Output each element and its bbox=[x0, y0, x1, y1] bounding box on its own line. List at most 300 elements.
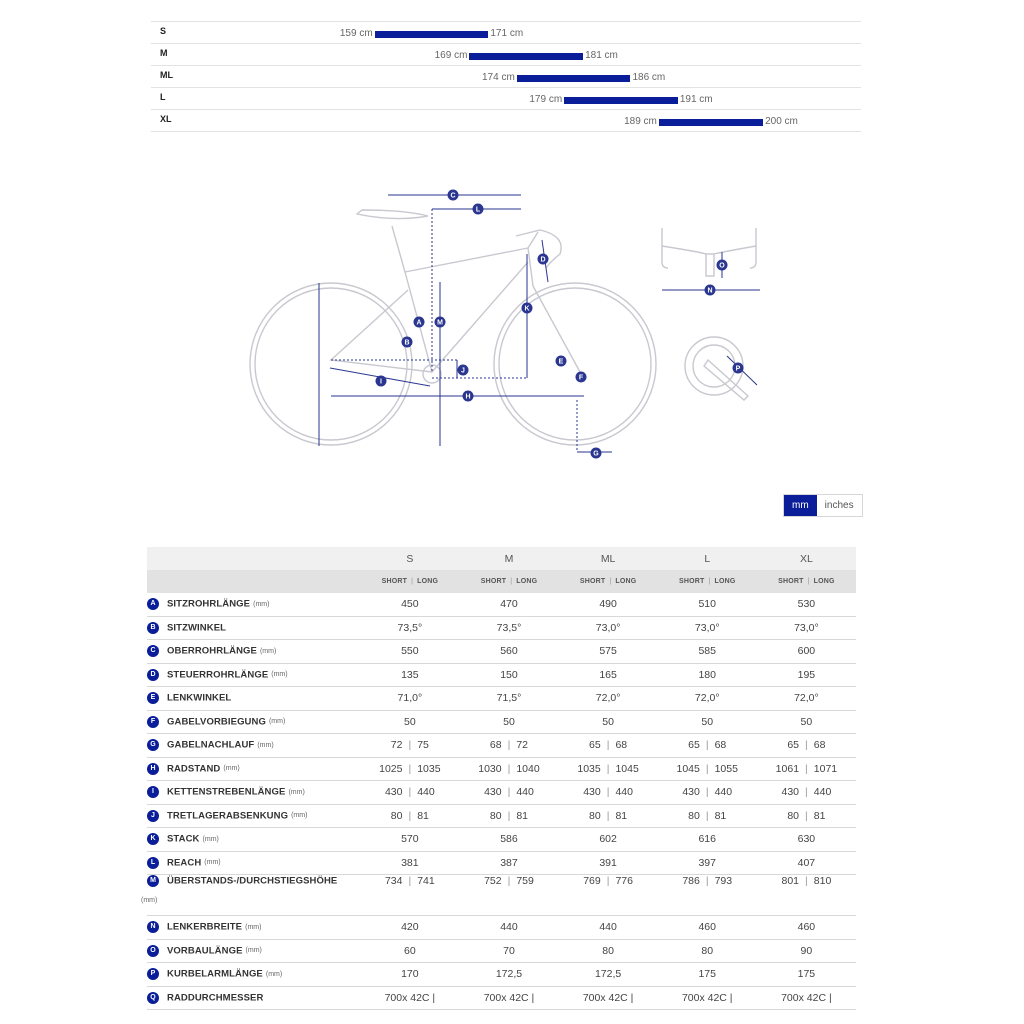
value-cell: 440 bbox=[459, 916, 558, 940]
value-cell: 150 bbox=[459, 663, 558, 687]
diagram-badge-o bbox=[717, 260, 728, 271]
row-letter-badge: J bbox=[147, 810, 159, 822]
svg-text:P: P bbox=[735, 365, 741, 373]
value-cell: 50 bbox=[459, 710, 558, 734]
row-letter-badge: P bbox=[147, 968, 159, 980]
parameter-name: STACK bbox=[167, 833, 200, 845]
value-separator: | bbox=[408, 875, 412, 887]
value-separator: | bbox=[705, 739, 709, 752]
row-letter-badge: Q bbox=[147, 992, 159, 1004]
value-separator: | bbox=[705, 762, 709, 775]
short-value: 80 bbox=[390, 809, 403, 822]
unit-inches-button[interactable]: inches bbox=[817, 495, 862, 516]
size-range-max-label: 200 cm bbox=[765, 116, 798, 127]
size-range-max-label: 186 cm bbox=[632, 72, 666, 83]
short-long-separator: | bbox=[807, 578, 810, 585]
value-separator: | bbox=[408, 762, 412, 775]
diagram-badge-i bbox=[376, 376, 387, 387]
row-letter-badge: F bbox=[147, 716, 159, 728]
value-cell bbox=[757, 734, 856, 758]
header-spacer bbox=[147, 547, 360, 570]
row-letter-badge: H bbox=[147, 763, 159, 775]
diagram-badge-c bbox=[448, 190, 459, 201]
value-separator: | bbox=[507, 762, 511, 775]
saddle bbox=[357, 210, 428, 272]
long-value: 1040 bbox=[516, 762, 540, 775]
size-range-bar bbox=[659, 119, 763, 126]
long-value: 440 bbox=[615, 786, 633, 799]
value-cell: 570 bbox=[360, 828, 459, 852]
value-cell: 195 bbox=[757, 663, 856, 687]
long-label: LONG bbox=[813, 578, 835, 585]
parameter-unit: (mm) bbox=[257, 741, 274, 749]
table-row bbox=[147, 851, 856, 875]
value-cell bbox=[757, 804, 856, 828]
value-cell: 50 bbox=[757, 710, 856, 734]
size-range-chart bbox=[151, 21, 861, 132]
row-label-cell bbox=[147, 687, 360, 711]
row-label-cell bbox=[147, 781, 360, 805]
short-value: 752 bbox=[484, 875, 502, 887]
size-range-row bbox=[151, 43, 861, 65]
value-cell: 397 bbox=[658, 851, 757, 875]
short-label: SHORT bbox=[778, 578, 804, 585]
parameter-name: KURBELARMLÄNGE bbox=[167, 968, 263, 980]
row-letter-badge: O bbox=[147, 945, 159, 957]
row-label-cell bbox=[147, 963, 360, 987]
short-value: 801 bbox=[781, 875, 800, 887]
row-letter-badge: D bbox=[147, 669, 159, 681]
value-cell: 381 bbox=[360, 851, 459, 875]
value-cell: 175 bbox=[757, 963, 856, 987]
row-label-cell bbox=[147, 640, 360, 664]
long-value: 810 bbox=[813, 875, 832, 887]
size-column-header: XL bbox=[757, 547, 856, 570]
size-range-max-label: 181 cm bbox=[585, 50, 618, 61]
value-cell bbox=[360, 757, 459, 781]
diagram-badge-p bbox=[733, 363, 744, 374]
long-value: 1035 bbox=[417, 762, 441, 775]
size-column-header: M bbox=[459, 547, 558, 570]
row-letter-badge: G bbox=[147, 739, 159, 751]
value-cell: 175 bbox=[658, 963, 757, 987]
short-value: 1025 bbox=[379, 762, 403, 775]
parameter-unit: (mm) bbox=[141, 897, 158, 905]
value-cell: 50 bbox=[360, 710, 459, 734]
svg-text:F: F bbox=[578, 374, 584, 382]
diagram-badge-m bbox=[435, 317, 446, 328]
value-cell: 470 bbox=[459, 593, 558, 616]
parameter-unit: (mm) bbox=[204, 859, 221, 867]
long-value: 81 bbox=[813, 809, 826, 822]
value-cell: 602 bbox=[559, 828, 658, 852]
parameter-name: GABELNACHLAUF bbox=[167, 739, 255, 751]
value-cell: 600 bbox=[757, 640, 856, 664]
value-cell: 616 bbox=[658, 828, 757, 852]
value-cell bbox=[658, 781, 757, 805]
long-value: 1045 bbox=[615, 762, 639, 775]
diagram-badge-d bbox=[538, 254, 549, 265]
table-row bbox=[147, 804, 856, 828]
row-letter-badge: C bbox=[147, 645, 159, 657]
long-value: 75 bbox=[417, 739, 429, 752]
row-letter-badge: K bbox=[147, 833, 159, 845]
parameter-unit: (mm) bbox=[268, 718, 286, 726]
short-long-subheader bbox=[559, 570, 658, 593]
row-letter-badge: B bbox=[147, 622, 159, 634]
size-range-min-label: 159 cm bbox=[339, 28, 373, 39]
geometry-table bbox=[141, 547, 856, 1010]
diagram-badge-j bbox=[458, 365, 469, 376]
long-value: 81 bbox=[615, 809, 628, 822]
parameter-name: RADSTAND bbox=[167, 763, 221, 775]
parameter-unit: (mm) bbox=[223, 765, 240, 773]
long-value: 440 bbox=[714, 786, 733, 799]
value-cell bbox=[757, 757, 856, 781]
table-row bbox=[147, 939, 856, 963]
svg-text:H: H bbox=[465, 393, 471, 401]
short-value: 80 bbox=[688, 809, 700, 822]
value-cell: 450 bbox=[360, 593, 459, 616]
value-cell: 72,0° bbox=[559, 687, 658, 711]
short-label: SHORT bbox=[678, 578, 705, 585]
value-separator: | bbox=[805, 875, 808, 887]
long-label: LONG bbox=[417, 578, 439, 585]
value-cell: 550 bbox=[360, 640, 459, 664]
parameter-unit: (mm) bbox=[291, 812, 308, 820]
diagram-badge-f bbox=[576, 372, 587, 383]
short-long-subheader bbox=[459, 570, 558, 593]
value-separator: | bbox=[507, 786, 511, 799]
value-cell: 700x 42C | bbox=[658, 986, 757, 1010]
size-range-row bbox=[151, 65, 861, 87]
geometry-table-body bbox=[141, 593, 856, 1010]
row-label-cell bbox=[147, 916, 360, 940]
diagram-badge-a bbox=[414, 317, 425, 328]
short-long-subheader bbox=[360, 570, 459, 593]
table-row bbox=[147, 687, 856, 711]
table-row bbox=[147, 828, 856, 852]
short-value: 1030 bbox=[478, 762, 502, 775]
diagram-badge-b bbox=[402, 337, 413, 348]
value-cell bbox=[360, 734, 459, 758]
short-value: 80 bbox=[589, 809, 601, 822]
size-range-min-label: 174 cm bbox=[481, 72, 515, 83]
table-row bbox=[147, 986, 856, 1010]
value-separator: | bbox=[805, 786, 808, 799]
diagram-badge-e bbox=[556, 356, 567, 367]
table-row bbox=[147, 663, 856, 687]
parameter-name: SITZROHRLÄNGE bbox=[167, 598, 251, 610]
value-cell bbox=[459, 734, 558, 758]
value-cell: 90 bbox=[757, 939, 856, 963]
value-cell: 73,5° bbox=[459, 616, 558, 640]
short-value: 786 bbox=[682, 875, 700, 887]
svg-text:J: J bbox=[461, 367, 465, 375]
value-cell: 440 bbox=[559, 916, 658, 940]
short-value: 65 bbox=[787, 739, 800, 752]
short-value: 72 bbox=[390, 739, 403, 752]
long-value: 1055 bbox=[714, 762, 738, 775]
svg-text:I: I bbox=[380, 378, 382, 386]
value-separator: | bbox=[705, 875, 709, 887]
parameter-unit: (mm) bbox=[245, 923, 262, 931]
bike-geometry-diagram bbox=[0, 160, 1024, 480]
long-value: 72 bbox=[516, 739, 529, 752]
value-cell bbox=[459, 757, 558, 781]
short-value: 1061 bbox=[775, 762, 800, 775]
value-cell: 391 bbox=[559, 851, 658, 875]
value-cell bbox=[559, 804, 658, 828]
value-separator: | bbox=[507, 875, 511, 887]
value-cell bbox=[658, 757, 757, 781]
value-separator: | bbox=[606, 762, 610, 775]
row-label-cell bbox=[147, 804, 360, 828]
short-long-subheader bbox=[757, 570, 856, 593]
value-cell: 72,0° bbox=[658, 687, 757, 711]
value-cell: 73,0° bbox=[559, 616, 658, 640]
size-range-bar bbox=[517, 75, 631, 82]
value-cell: 530 bbox=[757, 593, 856, 616]
table-row bbox=[147, 710, 856, 734]
short-label: SHORT bbox=[579, 578, 606, 585]
diagram-badge-n bbox=[705, 285, 716, 296]
handlebar-front-view bbox=[662, 228, 756, 276]
parameter-name: REACH bbox=[167, 857, 202, 869]
row-label-cell bbox=[147, 616, 360, 640]
long-label: LONG bbox=[615, 578, 637, 585]
long-value: 68 bbox=[714, 739, 727, 752]
value-separator: | bbox=[408, 786, 412, 799]
value-cell bbox=[559, 781, 658, 805]
value-separator: | bbox=[606, 786, 610, 799]
size-range-max-label: 191 cm bbox=[679, 94, 713, 105]
parameter-name: TRETLAGERABSENKUNG bbox=[167, 810, 289, 822]
short-value: 430 bbox=[484, 786, 502, 799]
size-range-row bbox=[151, 109, 861, 132]
short-long-separator: | bbox=[708, 578, 711, 585]
size-range-label: M bbox=[160, 48, 168, 58]
parameter-unit: (mm) bbox=[259, 647, 277, 655]
long-value: 81 bbox=[714, 809, 727, 822]
short-value: 430 bbox=[384, 786, 403, 799]
value-cell: 50 bbox=[559, 710, 658, 734]
table-row bbox=[147, 734, 856, 758]
value-cell bbox=[559, 875, 658, 916]
value-cell bbox=[658, 804, 757, 828]
value-separator: | bbox=[408, 739, 412, 752]
value-cell bbox=[459, 781, 558, 805]
value-cell bbox=[459, 875, 558, 916]
row-letter-badge: E bbox=[147, 692, 159, 704]
diagram-badge-l bbox=[473, 204, 484, 215]
svg-text:D: D bbox=[540, 256, 546, 264]
short-long-subheader bbox=[658, 570, 757, 593]
short-long-separator: | bbox=[411, 578, 414, 585]
value-cell: 630 bbox=[757, 828, 856, 852]
svg-text:K: K bbox=[524, 305, 530, 313]
short-long-separator: | bbox=[609, 578, 612, 585]
parameter-name: LENKERBREITE bbox=[167, 921, 243, 933]
size-range-min-label: 169 cm bbox=[434, 50, 468, 61]
long-value: 81 bbox=[417, 809, 429, 822]
dimension-lines bbox=[319, 192, 760, 452]
long-value: 776 bbox=[615, 875, 633, 887]
frame-tubes bbox=[331, 232, 580, 372]
value-cell bbox=[360, 875, 459, 916]
long-value: 81 bbox=[516, 809, 529, 822]
value-cell: 80 bbox=[658, 939, 757, 963]
long-value: 741 bbox=[417, 875, 435, 887]
short-label: SHORT bbox=[381, 578, 408, 585]
row-letter-badge: A bbox=[147, 598, 159, 610]
parameter-name: KETTENSTREBENLÄNGE bbox=[167, 786, 286, 798]
svg-text:L: L bbox=[475, 206, 481, 214]
value-cell: 700x 42C | bbox=[757, 986, 856, 1010]
value-cell: 135 bbox=[360, 663, 459, 687]
size-range-max-label: 171 cm bbox=[490, 28, 524, 39]
value-cell: 510 bbox=[658, 593, 757, 616]
value-separator: | bbox=[606, 875, 610, 887]
parameter-unit: (mm) bbox=[253, 600, 270, 608]
value-separator: | bbox=[606, 809, 610, 822]
value-cell: 460 bbox=[757, 916, 856, 940]
short-value: 1045 bbox=[676, 762, 700, 775]
value-cell: 180 bbox=[658, 663, 757, 687]
parameter-name: LENKWINKEL bbox=[167, 692, 232, 704]
value-cell: 420 bbox=[360, 916, 459, 940]
svg-text:N: N bbox=[707, 287, 713, 295]
parameter-name: OBERROHRLÄNGE bbox=[167, 645, 257, 657]
parameter-name: RADDURCHMESSER bbox=[167, 992, 264, 1004]
svg-text:O: O bbox=[719, 262, 725, 270]
long-value: 440 bbox=[813, 786, 832, 799]
value-cell: 387 bbox=[459, 851, 558, 875]
row-label-cell bbox=[147, 710, 360, 734]
long-value: 68 bbox=[813, 739, 826, 752]
table-row bbox=[147, 875, 856, 916]
short-value: 734 bbox=[384, 875, 403, 887]
svg-text:M: M bbox=[437, 319, 443, 327]
short-value: 65 bbox=[589, 739, 601, 752]
value-separator: | bbox=[805, 739, 808, 752]
size-range-label: L bbox=[160, 92, 166, 102]
value-cell: 172,5 bbox=[559, 963, 658, 987]
svg-text:E: E bbox=[558, 358, 564, 366]
table-row bbox=[147, 616, 856, 640]
value-cell: 700x 42C | bbox=[360, 986, 459, 1010]
unit-mm-button[interactable]: mm bbox=[784, 495, 817, 516]
parameter-name: SITZWINKEL bbox=[167, 622, 227, 634]
subheader-spacer bbox=[147, 570, 360, 593]
long-value: 440 bbox=[516, 786, 534, 799]
table-row bbox=[147, 593, 856, 616]
size-column-header: L bbox=[658, 547, 757, 570]
row-label-cell bbox=[147, 986, 360, 1010]
value-separator: | bbox=[408, 809, 412, 822]
svg-text:A: A bbox=[416, 319, 422, 327]
short-long-header-row bbox=[147, 570, 856, 593]
row-letter-badge: I bbox=[147, 786, 159, 798]
value-cell: 586 bbox=[459, 828, 558, 852]
rear-wheel bbox=[250, 283, 412, 445]
row-label-cell bbox=[147, 593, 360, 616]
value-cell: 71,5° bbox=[459, 687, 558, 711]
value-cell: 70 bbox=[459, 939, 558, 963]
value-separator: | bbox=[705, 809, 709, 822]
size-range-bar bbox=[469, 53, 583, 60]
size-column-header: S bbox=[360, 547, 459, 570]
table-row bbox=[147, 916, 856, 940]
size-range-min-label: 189 cm bbox=[624, 116, 657, 127]
table-row bbox=[147, 757, 856, 781]
row-letter-badge: N bbox=[147, 921, 159, 933]
short-value: 769 bbox=[583, 875, 601, 887]
row-label-cell bbox=[147, 939, 360, 963]
long-label: LONG bbox=[714, 578, 736, 585]
row-label-cell bbox=[147, 851, 360, 875]
short-value: 68 bbox=[489, 739, 502, 752]
value-cell: 50 bbox=[658, 710, 757, 734]
bike-frame-drawing bbox=[250, 210, 756, 445]
parameter-name: ÜBERSTANDS-/DURCHSTIEGSHÖHE bbox=[167, 875, 338, 887]
svg-text:C: C bbox=[450, 192, 456, 200]
size-range-label: S bbox=[160, 26, 167, 36]
chainring bbox=[423, 365, 441, 383]
long-value: 759 bbox=[516, 875, 534, 887]
unit-toggle bbox=[783, 494, 863, 517]
parameter-unit: (mm) bbox=[245, 947, 262, 955]
parameter-name: STEUERROHRLÄNGE bbox=[167, 669, 269, 681]
value-cell bbox=[360, 804, 459, 828]
value-cell bbox=[658, 875, 757, 916]
size-range-label: XL bbox=[160, 114, 172, 124]
size-column-header: ML bbox=[559, 547, 658, 570]
value-cell bbox=[757, 875, 856, 916]
size-range-min-label: 179 cm bbox=[529, 94, 563, 105]
value-cell: 407 bbox=[757, 851, 856, 875]
table-row bbox=[147, 640, 856, 664]
row-label-cell bbox=[147, 663, 360, 687]
short-value: 1035 bbox=[577, 762, 601, 775]
diagram-badge-h bbox=[463, 391, 474, 402]
short-long-separator: | bbox=[510, 578, 513, 585]
long-value: 440 bbox=[417, 786, 435, 799]
value-cell: 165 bbox=[559, 663, 658, 687]
value-cell: 73,0° bbox=[757, 616, 856, 640]
short-value: 80 bbox=[787, 809, 800, 822]
parameter-unit: (mm) bbox=[202, 835, 219, 843]
value-cell: 490 bbox=[559, 593, 658, 616]
value-cell bbox=[658, 734, 757, 758]
short-value: 430 bbox=[583, 786, 601, 799]
value-cell bbox=[559, 734, 658, 758]
row-label-cell bbox=[141, 875, 360, 916]
value-cell: 73,0° bbox=[658, 616, 757, 640]
table-row bbox=[147, 781, 856, 805]
size-range-bar bbox=[375, 31, 489, 38]
row-label-cell bbox=[147, 734, 360, 758]
svg-text:B: B bbox=[404, 339, 410, 347]
value-separator: | bbox=[705, 786, 709, 799]
value-cell: 700x 42C | bbox=[459, 986, 558, 1010]
value-separator: | bbox=[507, 739, 511, 752]
parameter-name: GABELVORBIEGUNG bbox=[167, 716, 266, 728]
size-range-row bbox=[151, 21, 861, 43]
value-cell bbox=[459, 804, 558, 828]
long-value: 68 bbox=[615, 739, 628, 752]
value-cell: 560 bbox=[459, 640, 558, 664]
